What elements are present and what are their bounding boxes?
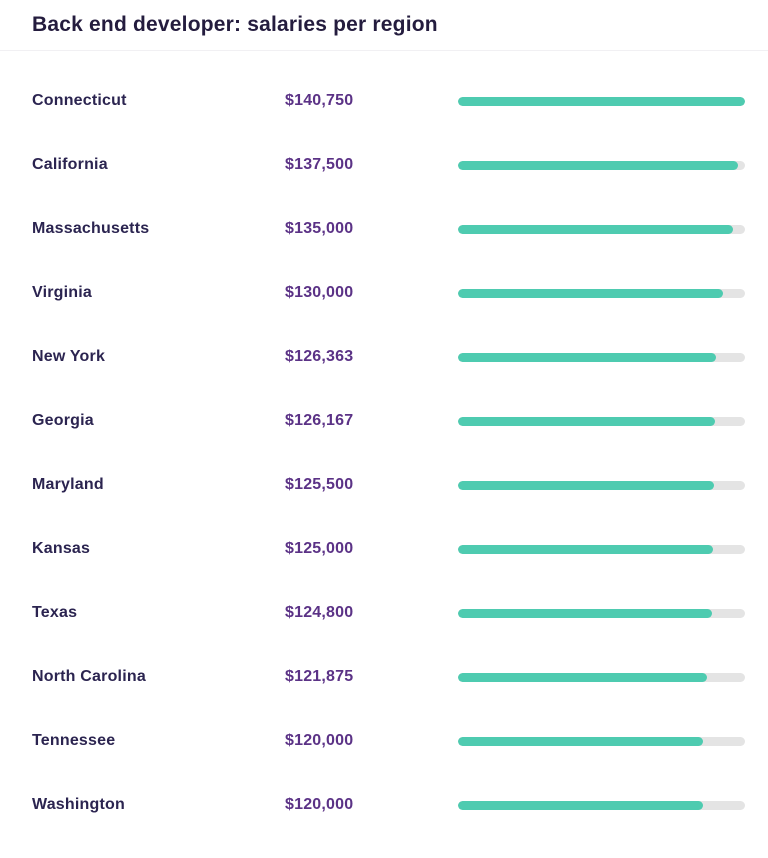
chart-row [0,773,768,837]
region-label: Georgia [32,412,94,429]
chart-title: Back end developer: salaries per region [32,13,438,36]
chart-row [0,261,768,325]
chart-row [0,709,768,773]
salary-bar-track [458,161,745,170]
salary-value: $140,750 [285,92,354,109]
salary-bar-fill [458,417,715,426]
salary-value: $120,000 [285,732,354,749]
chart-row [0,645,768,709]
chart-row [0,325,768,389]
salary-value: $125,500 [285,476,354,493]
salary-value: $125,000 [285,540,354,557]
salary-bar-track [458,97,745,106]
region-label: Tennessee [32,732,116,749]
salary-bar-track [458,225,745,234]
chart-row [0,133,768,197]
salary-value: $137,500 [285,156,354,173]
salary-bar-fill [458,545,713,554]
region-label: Texas [32,604,78,621]
salary-bar-fill [458,481,714,490]
salary-bar-fill [458,161,738,170]
salary-bar-track [458,481,745,490]
salary-value: $130,000 [285,284,354,301]
salary-bar-fill [458,609,712,618]
salary-bar-track [458,737,745,746]
region-label: Connecticut [32,92,127,109]
region-label: Maryland [32,476,104,493]
region-label: Washington [32,796,125,813]
region-label: Kansas [32,540,91,557]
salary-value: $121,875 [285,668,354,685]
salary-value: $124,800 [285,604,354,621]
chart-row [0,69,768,133]
salary-bar-track [458,609,745,618]
salary-bar-track [458,417,745,426]
salary-bar-fill [458,225,733,234]
chart-row [0,197,768,261]
region-label: Massachusetts [32,220,150,237]
chart-row [0,581,768,645]
region-label: North Carolina [32,668,146,685]
salary-bar-fill [458,737,703,746]
salary-bar-track [458,545,745,554]
chart-row [0,517,768,581]
salary-bar-fill [458,289,723,298]
salary-bar-track [458,801,745,810]
title-divider [0,50,768,51]
chart-row [0,453,768,517]
salary-bar-track [458,353,745,362]
salary-value: $126,167 [285,412,354,429]
salary-value: $126,363 [285,348,354,365]
chart-row [0,389,768,453]
salary-value: $120,000 [285,796,354,813]
salary-bar-track [458,673,745,682]
salary-bar-track [458,289,745,298]
salary-value: $135,000 [285,220,354,237]
salary-bar-fill [458,97,745,106]
salary-bar-fill [458,801,703,810]
region-label: California [32,156,108,173]
region-label: New York [32,348,106,365]
salary-bar-fill [458,353,716,362]
region-label: Virginia [32,284,92,301]
chart-rows [0,69,768,837]
salary-bar-fill [458,673,707,682]
